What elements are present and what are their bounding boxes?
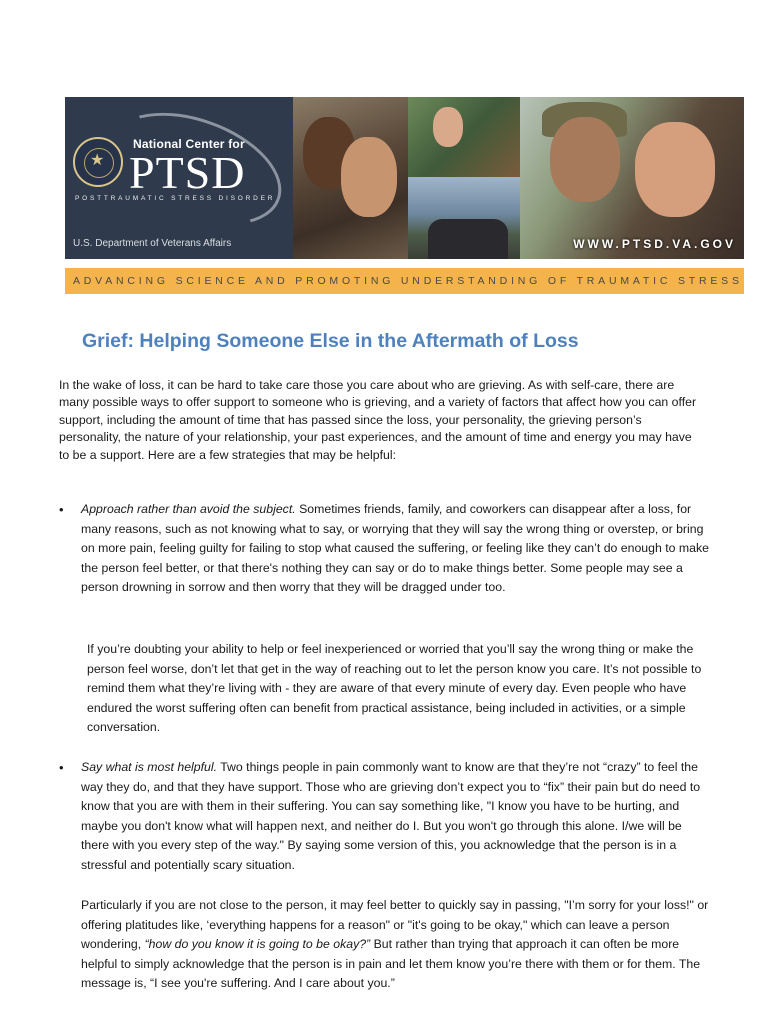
department-label: U.S. Department of Veterans Affairs — [73, 238, 232, 249]
bullet-lead: Approach rather than avoid the subject. — [81, 502, 296, 516]
bullet-lead: Say what is most helpful. — [81, 760, 218, 774]
page-title: Grief: Helping Someone Else in the Aftermath of Loss — [82, 330, 579, 352]
photo-mountain-group — [408, 177, 520, 259]
logo-panel — [65, 97, 293, 259]
bullet-marker: • — [59, 760, 64, 775]
bullet-text: Two things people in pain commonly want to know are that they’re not “crazy” to feel the way they do, and that they have support. Those who are grieving don’t expect you to “fix” their pain but do need to know that you are with them in their suffering. You can say something like, "I know you have to be hurting, and maybe you don't know what will happen next, and neither do I. But you won't go through this alone. I/we will be there with you every step of the way." By saying some version of this, you acknowledge that the person is in a stressful and potentially scary situation. — [81, 760, 701, 872]
intro-paragraph: In the wake of loss, it can be hard to take care those you care about who are grieving. As with self-care, there are many possible ways to offer support to someone who is grieving, and a variety of factors that affect how you can offer support, including the amount of time that has passed since the loss, your personality, the grieving person’s personality, the nature of your relationship, your past experiences, and the amount of time and energy you may have to be a support. Here are a few strategies that may be helpful: — [59, 378, 697, 462]
bullet-text: Sometimes friends, family, and coworkers can disappear after a loss, for many reasons, such as not knowing what to say, or worrying that they will say the wrong thing or overstep, or bring on more pain, feeling guilty for failing to stop what caused the suffering, or feeling like they can’t do enough to make the person feel better, or that there's nothing they can say or do to make things better. Some people may see a person drowning in sorrow and then worry that they will be dragged under too. — [81, 502, 709, 595]
va-seal-icon — [73, 137, 123, 187]
followup-quote: “how do you know it is going to be okay?” — [144, 937, 371, 952]
approach-followup: If you’re doubting your ability to help or feel inexperienced or worried that you’ll say the wrong thing or make the person feel worse, don’t let that get in the way of reaching out to let the person know you care. It’s not possible to remind them what they’re living with - they are aware of that every minute of every day. Even people who have endured the worst suffering often can benefit from practical assistance, being included in activities, or a simple conversation. — [87, 642, 702, 735]
tagline-bar: ADVANCING SCIENCE AND PROMOTING UNDERSTANDING OF TRAUMATIC STRESS — [65, 268, 744, 294]
org-line1: National Center for — [133, 137, 245, 151]
followup-text: Particularly if you are not close to the person, it may feel better to quickly say in passing, "I’m sorry for your loss!" or offering platitudes like, ‘everything happens for a reason" or "it's going to be okay," which can leave a person wondering, — [81, 898, 709, 952]
site-url: WWW.PTSD.VA.GOV — [573, 237, 736, 251]
bullet-approach — [81, 500, 709, 598]
org-name: PTSD — [129, 147, 246, 198]
bullet-helpful — [81, 758, 711, 876]
org-subtitle: POSTTRAUMATIC STRESS DISORDER — [75, 195, 276, 202]
photo-couple — [293, 97, 408, 259]
bullet-marker: • — [59, 502, 64, 517]
followup-text-end: But rather than trying that approach it can often be more helpful to simply acknowledge that the person is in pain and let them know you’re there with them or for them. The message is, “I see you're suffering. And I care about you.” — [81, 937, 701, 991]
helpful-followup — [81, 896, 711, 994]
header-banner — [65, 97, 744, 259]
photo-embrace — [520, 97, 744, 259]
photo-horse-rider — [408, 97, 520, 177]
